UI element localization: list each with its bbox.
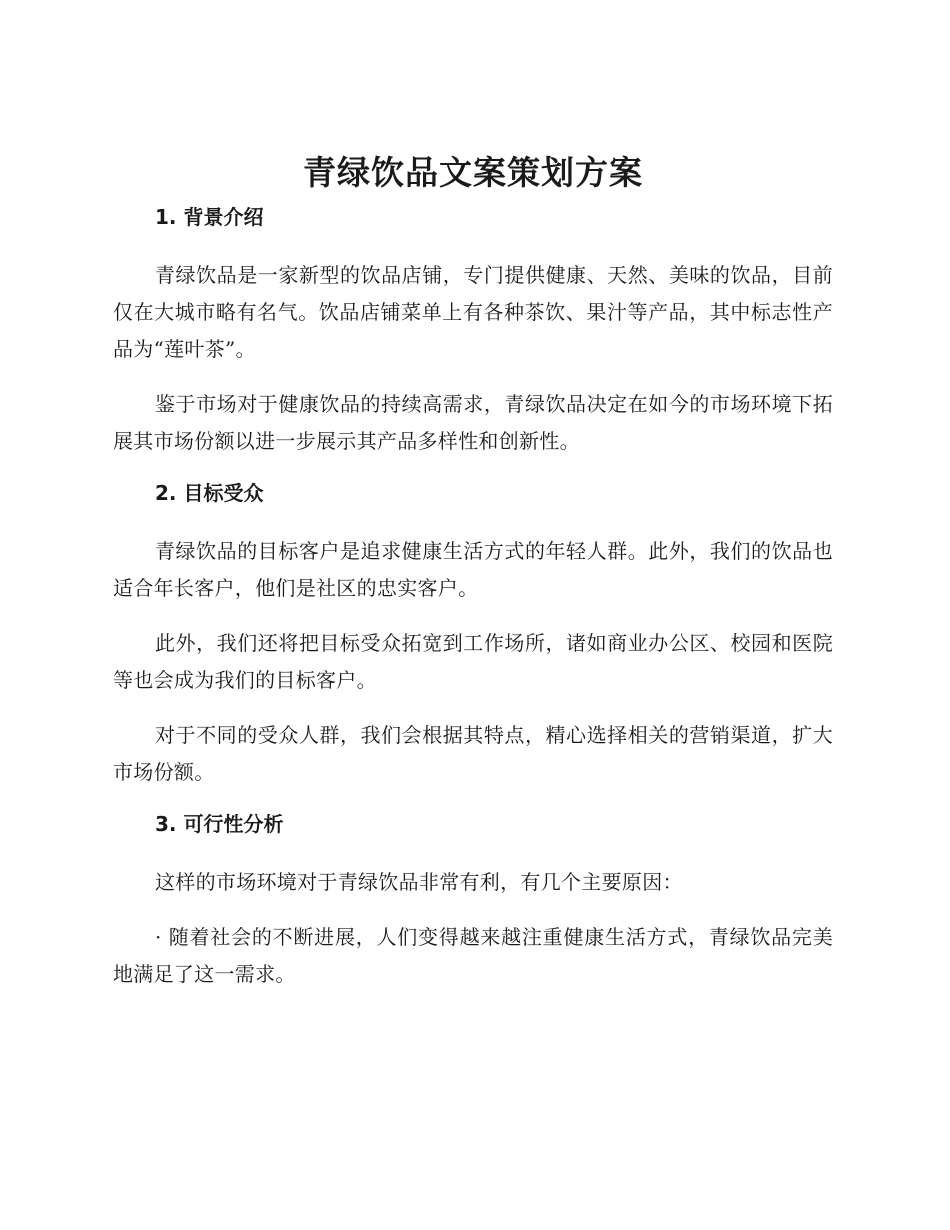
section-background	[113, 202, 833, 460]
paragraph: 此外，我们还将把目标受众拓宽到工作场所，诸如商业办公区、校园和医院等也会成为我们的目标客户。	[113, 631, 833, 692]
paragraph: 这样的市场环境对于青绿饮品非常有利，有几个主要原因：	[155, 870, 683, 894]
paragraph: 对于不同的受众人群，我们会根据其特点，精心选择相关的营销渠道，扩大市场份额。	[113, 723, 833, 784]
section-target-audience	[113, 478, 833, 791]
paragraph: 青绿饮品是一家新型的饮品店铺，专门提供健康、天然、美味的饮品，目前仅在大城市略有名气。饮品店铺菜单上有各种茶饮、果汁等产品，其中标志性产品为“莲叶茶”。	[113, 263, 833, 361]
bullet-paragraph: · 随着社会的不断进展，人们变得越来越注重健康生活方式，青绿饮品完美地满足了这一需求。	[113, 925, 833, 986]
document-title: 青绿饮品文案策划方案	[303, 153, 643, 192]
section-heading: 1. 背景介绍	[155, 205, 264, 229]
document-page	[113, 148, 833, 1011]
paragraph: 青绿饮品的目标客户是追求健康生活方式的年轻人群。此外，我们的饮品也适合年长客户，他们是社区的忠实客户。	[113, 539, 833, 600]
paragraph: 鉴于市场对于健康饮品的持续高需求，青绿饮品决定在如今的市场环境下拓展其市场份额以进一步展示其产品多样性和创新性。	[113, 392, 833, 453]
section-heading: 3. 可行性分析	[155, 812, 284, 836]
section-feasibility	[113, 809, 833, 993]
section-heading: 2. 目标受众	[155, 481, 264, 505]
